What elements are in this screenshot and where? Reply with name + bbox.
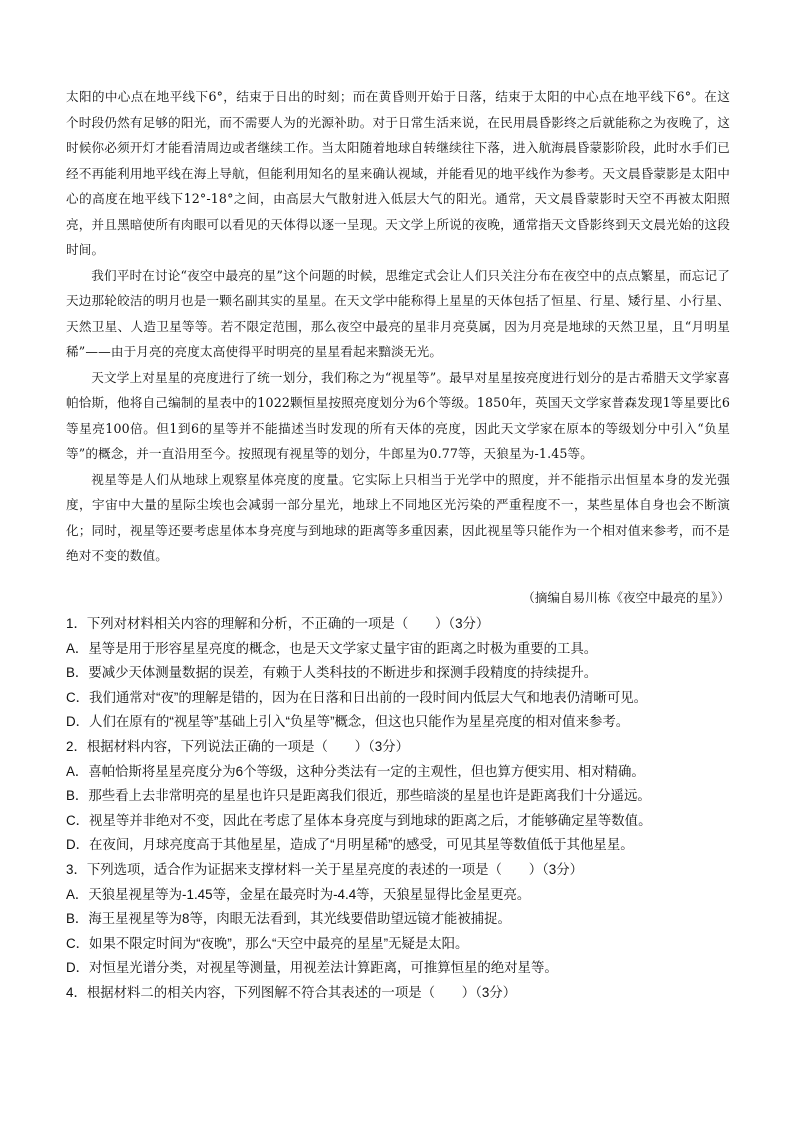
question-1-stem: 1．下列对材料相关内容的理解和分析，不正确的一项是（ ）（3分） <box>66 616 490 631</box>
question-1-option-c: C．我们通常对“夜”的理解是错的，因为在日落和日出前的一段时间内低层大气和地表仍清晰可见。 <box>66 689 647 705</box>
question-3-option-b: B．海王星视星等为8等，肉眼无法看到，其光线要借助望远镜才能被捕捉。 <box>66 911 511 927</box>
question-2-option-b: B．那些看上去非常明亮的星星也许只是距离我们很近，那些暗淡的星星也许是距离我们十分遥远。 <box>66 788 651 804</box>
passage-source: （摘编自易川栋《夜空中最亮的星》） <box>522 590 730 605</box>
question-2-option-c: C．视星等并非绝对不变，因此在考虑了星体本身亮度与到地球的距离之后，才能够确定星等数值。 <box>66 812 652 828</box>
question-3-option-d: D．对恒星光谱分类，对视星等测量，用视差法计算距离，可推算恒星的绝对星等。 <box>66 960 558 976</box>
passage-paragraph-2: 我们平时在讨论“夜空中最亮的星”这个问题的时候，思维定式会让人们只关注分布在夜空中的点点繁星，而忘记了天边那轮皎洁的明月也是一颗名副其实的星星。在天文学中能称得上星星的天体包括了恒星、行星、矮行星、小行星、天然卫星、人造卫星等等。若不限定范围，那么夜空中最亮的星非月亮莫属，因为月亮是地球的天然卫星，且“月明星稀”——由于月亮的亮度太高使得平时明亮的星星看起来黯淡无光。 <box>66 267 730 359</box>
question-4-stem: 4．根据材料二的相关内容，下列图解不符合其表述的一项是（ ）（3分） <box>66 984 517 1000</box>
question-2-option-a: A．喜帕恰斯将星星亮度分为6个等级，这种分类法有一定的主观性，但也算方便实用、相对精确。 <box>66 763 645 779</box>
question-2-option-d: D．在夜间，月球亮度高于其他星星，造成了“月明星稀”的感受，可见其星等数值低于其他星星。 <box>66 837 634 853</box>
question-1-option-d: D．人们在原有的“视星等”基础上引入“负星等”概念，但这也只能作为星星亮度的相对值来参考。 <box>66 714 630 730</box>
question-1-option-b: B．要减少天体测量数据的误差，有赖于人类科技的不断进步和探测手段精度的持续提升。 <box>66 665 598 681</box>
passage-paragraph-4: 视星等是人们从地球上观察星体亮度的度量。它实际上只相当于光学中的照度，并不能指示出恒星本身的发光强度，宇宙中大量的星际尘埃也会减弱一部分星光，地球上不同地区光污染的严重程度不一，某些星体自身也会不断演化；同时，视星等还要考虑星体本身亮度与到地球的距离等多重因素，因此视星等只能作为一个相对值来参考，而不是绝对不变的数值。 <box>66 471 730 563</box>
passage-paragraph-3: 天文学上对星星的亮度进行了统一划分，我们称之为“视星等”。最早对星星按亮度进行划分的是古希腊天文学家喜帕恰斯，他将自己编制的星表中的1022颗恒星按照亮度划分为6个等级。1850年，英国天文学家普森发现1等星要比6等星亮100倍。但1到6的星等并不能描述当时发现的所有天体的亮度，因此天文学家在原本的等级划分中引入“负星等”的概念，并一直沿用至今。按照现有视星等的划分，牛郎星为0.77等，天狼星为-1.45等。 <box>66 369 730 461</box>
passage-paragraph-1: 太阳的中心点在地平线下6°，结束于日出的时刻；而在黄昏则开始于日落，结束于太阳的中心点在地平线下6°。在这个时段仍然有足够的阳光，而不需要人为的光源补助。对于日常生活来说，在民用晨昏影终之后就能称之为夜晚了，这时候你必须开灯才能看清周边或者继续工作。当太阳随着地球自转继续往下落，进入航海晨昏蒙影阶段，此时水手们已经不再能利用地平线在海上导航，但能利用知名的星来确认视域，并能看见的地平线作为参考。天文晨昏蒙影是太阳中心的高度在地平线下12°-18°之间，由高层大气散射进入低层大气的阳光。通常，天文晨昏蒙影时天空不再被太阳照亮，并且黑暗使所有肉眼可以看见的天体得以逐一呈现。天文学上所说的夜晚，通常指天文昏影终到天文晨光始的这段时间。 <box>66 89 730 257</box>
question-3-stem: 3．下列选项，适合作为证据来支撑材料一关于星星亮度的表述的一项是（ ）（3分） <box>66 861 584 877</box>
question-list <box>66 612 736 1006</box>
question-1-option-a: A．星等是用于形容星星亮度的概念，也是天文学家丈量宇宙的距离之时极为重要的工具。 <box>66 640 598 656</box>
question-3-option-c: C．如果不限定时间为“夜晚”，那么“天空中最亮的星星”无疑是太阳。 <box>66 935 469 951</box>
question-2-stem: 2．根据材料内容，下列说法正确的一项是（ ）（3分） <box>66 738 409 754</box>
reading-passage <box>66 84 730 569</box>
question-3-option-a: A．天狼星视星等为-1.45等，金星在最亮时为-4.4等，天狼星显得比金星更亮。 <box>66 886 531 902</box>
